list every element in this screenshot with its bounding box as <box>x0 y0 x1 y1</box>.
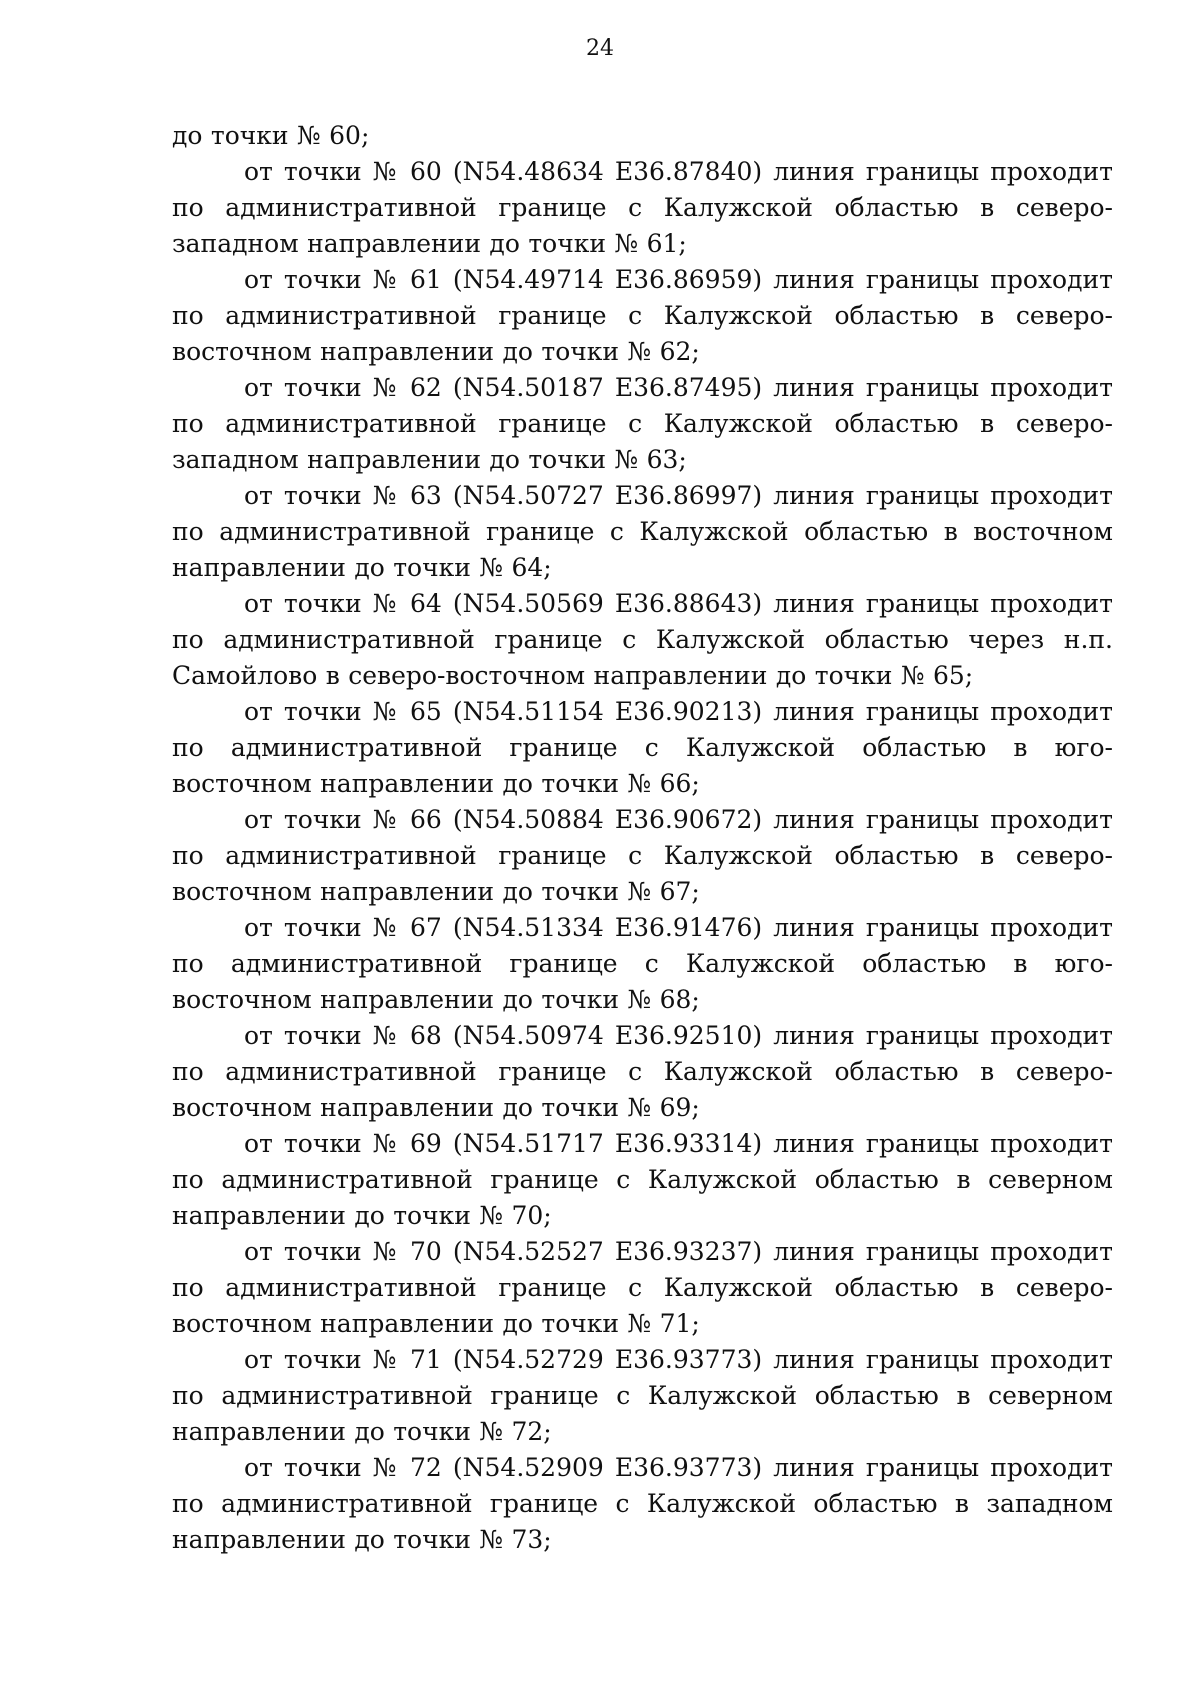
paragraph-point-65: от точки № 65 (N54.51154 E36.90213) линия границы проходит по административной границе с Калужской областью в юго-восточном направлении до точки № 66; <box>172 697 1113 798</box>
paragraph-point-61: от точки № 61 (N54.49714 E36.86959) линия границы проходит по административной границе с Калужской областью в северо-восточном направлении до точки № 62; <box>172 265 1113 366</box>
paragraph-point-69: от точки № 69 (N54.51717 E36.93314) линия границы проходит по административной границе с Калужской областью в северном направлении до точки № 70; <box>172 1129 1113 1230</box>
paragraph-point-67: от точки № 67 (N54.51334 E36.91476) линия границы проходит по административной границе с Калужской областью в юго-восточном направлении до точки № 68; <box>172 913 1113 1014</box>
paragraph-point-63: от точки № 63 (N54.50727 E36.86997) линия границы проходит по административной границе с Калужской областью в восточном направлении до точки № 64; <box>172 481 1113 582</box>
paragraph-point-71: от точки № 71 (N54.52729 E36.93773) линия границы проходит по административной границе с Калужской областью в северном направлении до точки № 72; <box>172 1345 1113 1446</box>
document-body <box>172 118 1113 1558</box>
paragraph-point-68: от точки № 68 (N54.50974 E36.92510) линия границы проходит по административной границе с Калужской областью в северо-восточном направлении до точки № 69; <box>172 1021 1113 1122</box>
paragraph-point-72: от точки № 72 (N54.52909 E36.93773) линия границы проходит по административной границе с Калужской областью в западном направлении до точки № 73; <box>172 1453 1113 1554</box>
paragraph-point-64: от точки № 64 (N54.50569 E36.88643) линия границы проходит по административной границе с Калужской областью через н.п. Самойлово в северо-восточном направлении до точки № 65; <box>172 589 1113 690</box>
paragraph-point-62: от точки № 62 (N54.50187 E36.87495) линия границы проходит по административной границе с Калужской областью в северо-западном направлении до точки № 63; <box>172 373 1113 474</box>
paragraph-continuation: до точки № 60; <box>172 121 370 150</box>
page-number: 24 <box>586 36 614 61</box>
paragraph-point-60: от точки № 60 (N54.48634 E36.87840) линия границы проходит по административной границе с Калужской областью в северо-западном направлении до точки № 61; <box>172 157 1113 258</box>
paragraph-point-66: от точки № 66 (N54.50884 E36.90672) линия границы проходит по административной границе с Калужской областью в северо-восточном направлении до точки № 67; <box>172 805 1113 906</box>
paragraph-point-70: от точки № 70 (N54.52527 E36.93237) линия границы проходит по административной границе с Калужской областью в северо-восточном направлении до точки № 71; <box>172 1237 1113 1338</box>
